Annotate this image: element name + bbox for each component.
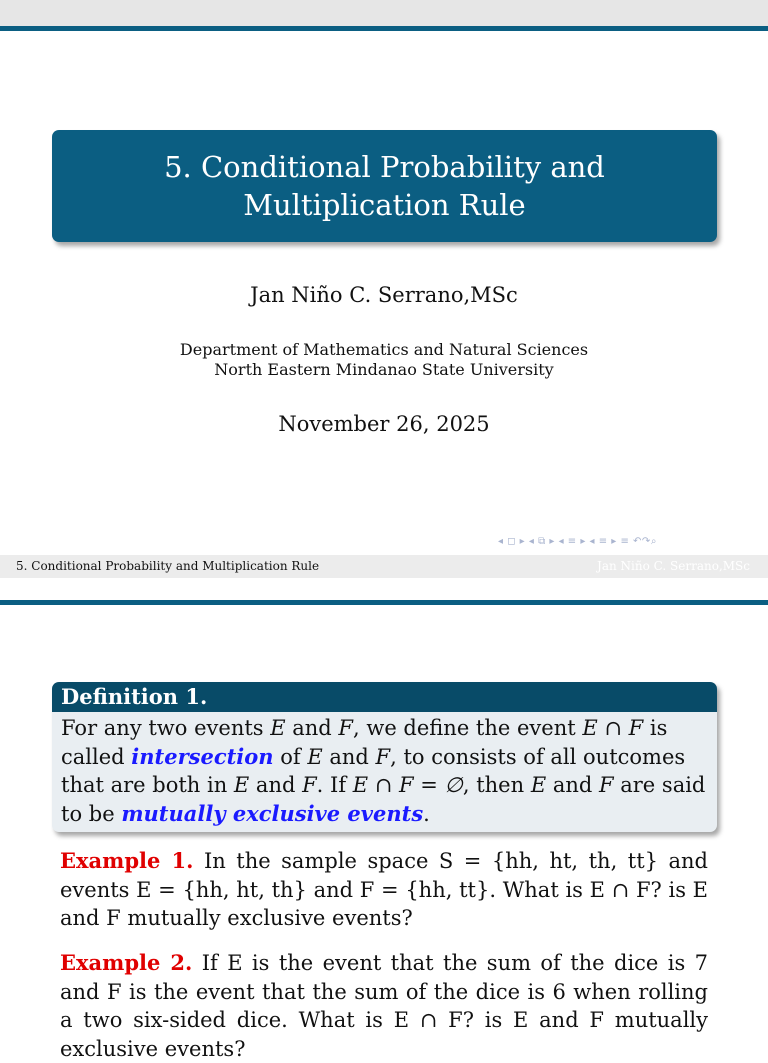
- header-rule: [0, 26, 768, 31]
- definition-heading: Definition 1.: [52, 682, 717, 712]
- slide2-header-rule: [0, 600, 768, 605]
- top-gray-band: [0, 0, 768, 26]
- example-2: [60, 949, 708, 1063]
- definition-body: For any two events E and F, we define the event E ∩ F is called intersection of E and F, to consists of all outcomes that are both in E and F. If E ∩ F = ∅, then E and F are said to be mutually exclusive events.: [61, 716, 706, 826]
- footer-author: Jan Niño C. Serrano,MSc: [597, 559, 750, 573]
- slide-title-box: [52, 130, 717, 242]
- example-1-text: In the sample space S = {hh, ht, th, tt} and events E = {hh, ht, th} and F = {hh, tt}. What is E ∩ F? is E and F mutually exclusive events?: [60, 849, 708, 930]
- footer-title: 5. Conditional Probability and Multiplication Rule: [16, 559, 320, 573]
- date: November 26, 2025: [278, 412, 490, 436]
- example-2-text: If E is the event that the sum of the dice is 7 and F is the event that the sum of the dice is 6 when rolling a two six-sided dice. What is E ∩ F? is E and F mutually exclusive events?: [60, 951, 708, 1061]
- example-2-label: Example 2.: [60, 950, 193, 975]
- footer-bar: [0, 555, 768, 578]
- slide-title: 5. Conditional Probability and Multiplication Rule: [164, 150, 605, 222]
- department: Department of Mathematics and Natural Sciences: [179, 340, 589, 359]
- keyword-intersection: intersection: [131, 743, 274, 769]
- definition-block: [52, 682, 717, 832]
- affiliation: [0, 340, 768, 380]
- example-1: [60, 847, 708, 933]
- beamer-navigation-icons[interactable]: ◂ ◻ ▸ ◂ ⧉ ▸ ◂ ≡ ▸ ◂ ≡ ▸ ≡ ↶↷⌕: [498, 536, 657, 547]
- keyword-mutually-exclusive: mutually exclusive events: [121, 800, 424, 826]
- author: Jan Niño C. Serrano,MSc: [250, 283, 518, 307]
- example-1-label: Example 1.: [60, 848, 194, 873]
- university: North Eastern Mindanao State University: [214, 360, 554, 379]
